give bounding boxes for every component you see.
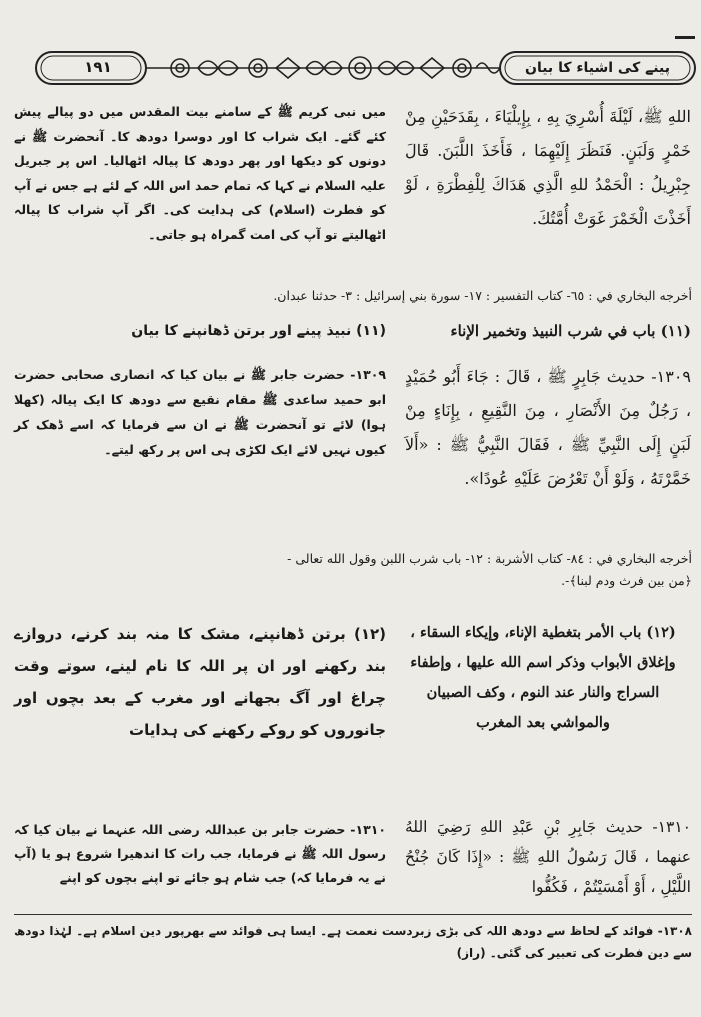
running-title: پینے کی اشیاء کا بیان — [525, 60, 670, 76]
page-header — [30, 44, 700, 96]
source-note-2-line-1: أخرجه البخاري في : ٨٤- كتاب الأشربة : ١٢- باب شرب اللبن وقول الله تعالى - — [287, 551, 692, 566]
arabic-hadith-1308-continuation: اللهِ ﷺ، لَيْلَةَ أُسْرِيَ بِهِ ، بِإِيلْيَاءَ ، بِقَدَحَيْنِ مِنْ خَمْرٍ وَلَبَنٍ. فَنَظَرَ إِلَيْهِمَا ، فَأَخَذَ اللَّبَنَ. قَالَ جِبْرِيلُ : الْحَمْدُ للهِ الَّذِي هَدَاكَ لِلْفِطْرَةِ ، لَوْ أَخَذْتَ الْخَمْرَ غَوَتْ أُمَّتُكَ. — [405, 107, 691, 228]
hadith-source-note-2 — [14, 548, 692, 592]
arabic-chapter-heading-12: (١٢) باب الأمر بتغطية الإناء، وإيكاء السقاء ، وإغلاق الأبواب وذكر اسم الله عليها ، وإطفاء السراج والنار عند النوم ، وكف الصبيان والمواشي بعد المغرب — [410, 624, 676, 731]
corner-mark — [675, 36, 695, 39]
urdu-chapter-heading-12: (۱۲) برتن ڈھانپنے، مشک کا منہ بند کرنے، دروازے بند رکھنے اور ان پر اللہ کا نام لینے، سوتے وقت چراغ اور آگ بجھانے اور مغرب کے بعد بچوں اور جانوروں کو روکے رکھنے کی ہدایات — [14, 625, 386, 739]
urdu-translation-1310: ۱۳۱۰- حضرت جابر بن عبداللہ رضی اللہ عنہما نے بیان کیا کہ رسول اللہ ﷺ نے فرمایا، جب رات کا اندھیرا شروع ہو یا (آپ نے یہ فرمایا کہ) جب شام ہو جائے تو اپنے بچوں کو اپنے — [14, 822, 386, 885]
hadith-source-note-1: أخرجه البخاري في : ٦٥- كتاب التفسير : ١٧- سورة بني إسرائيل : ٣- حدثنا عبدان. — [273, 288, 692, 303]
arabic-chapter-heading-11: (١١) باب في شرب النبيذ وتخمير الإناء — [450, 322, 691, 340]
arabic-hadith-1309: ١٣٠٩- حديث جَابِرٍ ﷺ ، قَالَ : جَاءَ أَبُو حُمَيْدٍ ، رَجُلٌ مِنَ الأَنْصَارِ ، مِنَ النَّقِيعِ ، بِإِنَاءٍ مِنْ لَبَنٍ إِلَى النَّبِيِّ ﷺ ، فَقَالَ النَّبِيُّ ﷺ : «أَلاَ خَمَّرْتَهُ ، وَلَوْ أَنْ تَعْرُضَ عَلَيْهِ عُودًا». — [405, 367, 691, 488]
urdu-chapter-heading-11: (۱۱) نبیذ پینے اور برتن ڈھانپنے کا بیان — [131, 323, 386, 339]
urdu-translation-1308: میں نبی کریم ﷺ کے سامنے بیت المقدس میں دو پیالے پیش کئے گئے۔ ایک شراب کا اور دوسرا دودھ کا۔ آنحضرت ﷺ نے دونوں کو دیکھا اور پھر دودھ کا پیالہ اٹھالیا۔ اس پر جبریل علیہ السلام نے کہا کہ تمام حمد اس اللہ کے لئے ہے جس نے آپ کو فطرت (اسلام) کی ہدایت کی۔ اگر آپ شراب کا پیالہ اٹھالیتے تو آپ کی امت گمراہ ہو جاتی۔ — [14, 104, 386, 242]
urdu-translation-1309: ۱۳۰۹- حضرت جابر ﷺ نے بیان کیا کہ انصاری صحابی حضرت ابو حمید ساعدی ﷺ مقام نقیع سے دودھ کا ایک پیالہ (کھلا ہوا) لائے تو آنحضرت ﷺ نے ان سے فرمایا کہ اسے ڈھک کر کیوں نہیں لائے ایک لکڑی ہی اس پر رکھ لیتے۔ — [14, 367, 386, 457]
arabic-hadith-1310: ١٣١٠- حديث جَابِرِ بْنِ عَبْدِ اللهِ رَضِيَ اللهُ عنهما ، قَالَ رَسُولُ اللهِ ﷺ : «إِذَا كَانَ جُنْحُ اللَّيْلِ ، أَوْ أَمْسَيْتُمْ ، فَكُفُّوا — [405, 818, 691, 896]
source-note-2-line-2: ﴿من بين فرث ودم لبنا﴾-. — [561, 573, 692, 588]
footnote-divider — [14, 914, 692, 915]
footnote-1308: ۱۳۰۸- فوائد کے لحاظ سے دودھ اللہ کی بڑی زبردست نعمت ہے۔ ایسا ہی فوائد سے بھرپور دین اسلام ہے۔ لہٰذا دودھ سے دین فطرت کی تعبیر کی گئی۔ (راز) — [14, 924, 692, 960]
page-number: ١٩١ — [84, 58, 112, 76]
